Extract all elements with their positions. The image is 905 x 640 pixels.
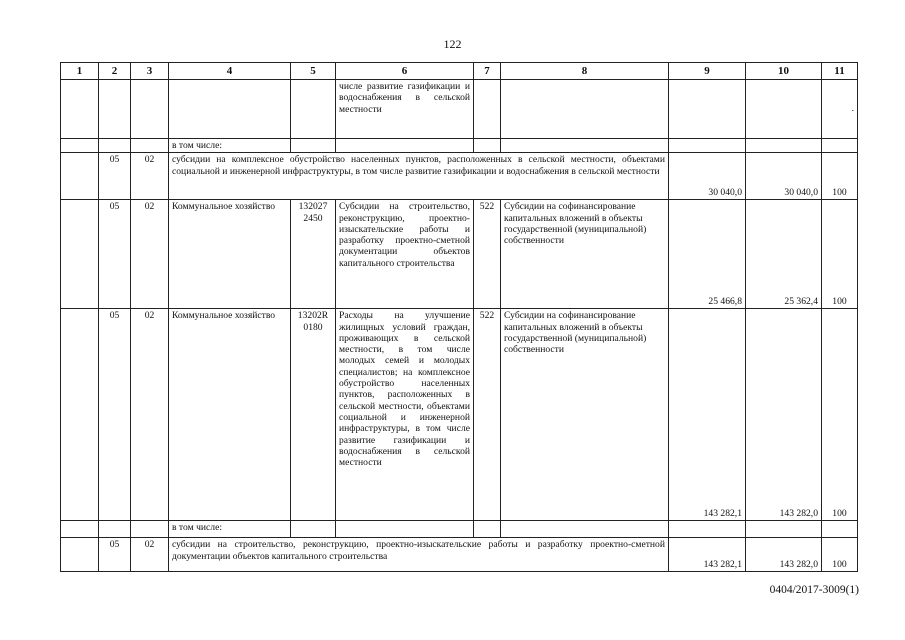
- cell-10: 143 282,0: [746, 538, 822, 572]
- cell-11: [822, 521, 858, 538]
- table-row: [61, 80, 858, 139]
- cell-10: [746, 139, 822, 153]
- cell-10: 30 040,0: [746, 153, 822, 200]
- cell-10: [746, 80, 822, 139]
- table-row: [61, 153, 858, 200]
- cell-5: 132027 2450: [291, 200, 336, 309]
- cell-1: [61, 80, 99, 139]
- cell-2: [99, 521, 131, 538]
- column-header-1: 1: [61, 63, 99, 80]
- cell-10: [746, 521, 822, 538]
- cell-1: [61, 200, 99, 309]
- cell-10: 143 282,0: [746, 309, 822, 521]
- cell-3: 02: [131, 538, 169, 572]
- including-label: в том числе:: [169, 139, 291, 153]
- column-header-11: 11: [822, 63, 858, 80]
- cell-8: [501, 521, 669, 538]
- column-header-5: 5: [291, 63, 336, 80]
- cell-2: [99, 139, 131, 153]
- cell-4: Коммунальное хозяйство: [169, 200, 291, 309]
- cell-8: Субсидии на софинансирование капитальных вложений в объекты государственной (муниципальной) собственности: [501, 200, 669, 309]
- cell-1: [61, 521, 99, 538]
- cell-5: 13202R 0180: [291, 309, 336, 521]
- cell-9: 143 282,1: [669, 538, 746, 572]
- column-header-8: 8: [501, 63, 669, 80]
- cell-2: 05: [99, 153, 131, 200]
- table-row: [61, 200, 858, 309]
- cell-6: числе развитие газификации и водоснабжения в сельской местности: [336, 80, 474, 139]
- cell-3: 02: [131, 309, 169, 521]
- including-label: в том числе:: [169, 521, 291, 538]
- table-row: [61, 139, 858, 153]
- document-code: 0404/2017-3009(1): [769, 584, 859, 596]
- cell-6: Расходы на улучшение жилищных условий граждан, проживающих в сельской местности, в том числе молодых семей и молодых специалистов; на комплексное обустройство населенных пунктов, расположенных в сельской местности, объектами социальной и инженерной инфраструктуры, в том числе развитие газификации и водоснабжения в сельской местности: [336, 309, 474, 521]
- cell-9: [669, 80, 746, 139]
- column-header-7: 7: [474, 63, 501, 80]
- cell-1: [61, 309, 99, 521]
- cell-7: [474, 139, 501, 153]
- table-row: [61, 309, 858, 521]
- cell-1: [61, 139, 99, 153]
- cell-11: [822, 139, 858, 153]
- cell-3: [131, 521, 169, 538]
- subsidy-description: субсидии на комплексное обустройство населенных пунктов, расположенных в сельской местности, объектами социальной и инженерной инфраструктуры, в том числе развитие газификации и водоснабжения в сельской местности: [169, 153, 669, 200]
- cell-8: [501, 139, 669, 153]
- cell-7: [474, 80, 501, 139]
- cell-8: [501, 80, 669, 139]
- cell-6: [336, 521, 474, 538]
- cell-9: [669, 139, 746, 153]
- cell-5: [291, 521, 336, 538]
- cell-9: [669, 521, 746, 538]
- cell-6: Субсидии на строительство, реконструкцию, проектно-изыскательские работы и разработку проектно-сметной документации объектов капитального строительства: [336, 200, 474, 309]
- cell-2: 05: [99, 538, 131, 572]
- cell-7: 522: [474, 309, 501, 521]
- table-row: [61, 521, 858, 538]
- cell-3: 02: [131, 153, 169, 200]
- cell-11: .: [822, 80, 858, 139]
- cell-11: 100: [822, 200, 858, 309]
- column-header-4: 4: [169, 63, 291, 80]
- cell-1: [61, 538, 99, 572]
- column-header-2: 2: [99, 63, 131, 80]
- cell-9: 143 282,1: [669, 309, 746, 521]
- cell-11: 100: [822, 309, 858, 521]
- cell-1: [61, 153, 99, 200]
- table-body: [61, 63, 858, 572]
- cell-11: 100: [822, 538, 858, 572]
- budget-table: [60, 62, 858, 572]
- column-header-9: 9: [669, 63, 746, 80]
- cell-11: 100: [822, 153, 858, 200]
- cell-2: [99, 80, 131, 139]
- cell-5: [291, 80, 336, 139]
- cell-7: 522: [474, 200, 501, 309]
- cell-5: [291, 139, 336, 153]
- cell-9: 30 040,0: [669, 153, 746, 200]
- cell-8: Субсидии на софинансирование капитальных вложений в объекты государственной (муниципальной) собственности: [501, 309, 669, 521]
- cell-6: [336, 139, 474, 153]
- column-header-3: 3: [131, 63, 169, 80]
- subsidy-description: субсидии на строительство, реконструкцию, проектно-изыскательские работы и разработку проектно-сметной документации объектов капитального строительства: [169, 538, 669, 572]
- page-number: 122: [443, 37, 462, 51]
- cell-2: 05: [99, 200, 131, 309]
- cell-10: 25 362,4: [746, 200, 822, 309]
- cell-9: 25 466,8: [669, 200, 746, 309]
- cell-7: [474, 521, 501, 538]
- column-header-10: 10: [746, 63, 822, 80]
- cell-3: 02: [131, 200, 169, 309]
- table-row: [61, 538, 858, 572]
- header-row: [61, 63, 858, 80]
- cell-3: [131, 139, 169, 153]
- cell-4: Коммунальное хозяйство: [169, 309, 291, 521]
- column-header-6: 6: [336, 63, 474, 80]
- cell-4: [169, 80, 291, 139]
- cell-2: 05: [99, 309, 131, 521]
- cell-3: [131, 80, 169, 139]
